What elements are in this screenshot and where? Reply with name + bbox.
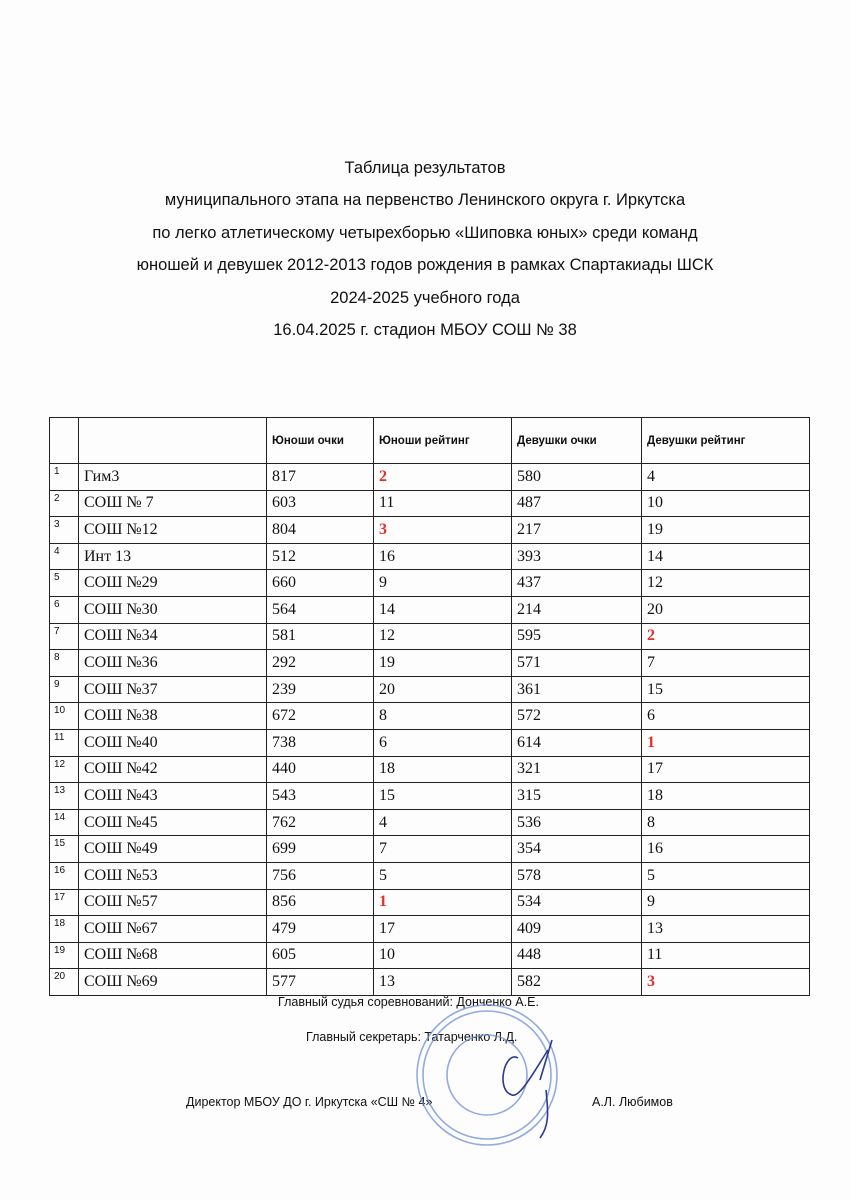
title-line-5: 2024-2025 учебного года — [330, 288, 520, 307]
girls-points: 361 — [512, 676, 642, 703]
boys-rating: 13 — [374, 969, 512, 996]
results-body — [50, 464, 810, 996]
row-number: 6 — [50, 596, 79, 623]
team-name: СОШ №69 — [79, 969, 267, 996]
boys-points: 672 — [267, 703, 374, 730]
row-number: 13 — [50, 783, 79, 810]
girls-points: 217 — [512, 517, 642, 544]
row-number: 18 — [50, 916, 79, 943]
team-name: СОШ №42 — [79, 756, 267, 783]
table-row — [50, 464, 810, 491]
girls-points: 571 — [512, 650, 642, 677]
table-row — [50, 969, 810, 996]
boys-points: 738 — [267, 729, 374, 756]
boys-rating: 6 — [374, 729, 512, 756]
header-girls-rating: Девушки рейтинг — [642, 418, 810, 464]
team-name: СОШ №38 — [79, 703, 267, 730]
table-row — [50, 703, 810, 730]
table-row — [50, 783, 810, 810]
table-row — [50, 862, 810, 889]
header-team — [79, 418, 267, 464]
girls-points: 354 — [512, 836, 642, 863]
header-number — [50, 418, 79, 464]
team-name: СОШ №30 — [79, 596, 267, 623]
girls-points: 536 — [512, 809, 642, 836]
table-row — [50, 570, 810, 597]
girls-rating: 14 — [642, 543, 810, 570]
team-name: СОШ №49 — [79, 836, 267, 863]
row-number: 15 — [50, 836, 79, 863]
girls-rating: 9 — [642, 889, 810, 916]
title-line-3: по легко атлетическому четырехборью «Шиповка юных» среди команд — [152, 223, 698, 242]
table-row — [50, 889, 810, 916]
team-name: СОШ №29 — [79, 570, 267, 597]
girls-rating: 15 — [642, 676, 810, 703]
table-row — [50, 809, 810, 836]
team-name: СОШ №67 — [79, 916, 267, 943]
boys-points: 817 — [267, 464, 374, 491]
director-signature — [503, 1040, 552, 1138]
team-name: СОШ №43 — [79, 783, 267, 810]
team-name: СОШ № 7 — [79, 490, 267, 517]
title-line-2: муниципального этапа на первенство Ленинского округа г. Иркутска — [164, 191, 686, 210]
team-name: СОШ №53 — [79, 862, 267, 889]
header-boys-points: Юноши очки — [267, 418, 374, 464]
boys-rating: 2 — [374, 464, 512, 491]
title-line-1: Таблица результатов — [344, 159, 506, 177]
chief-secretary: Главный секретарь: Татарченко Л.Д. — [306, 1030, 518, 1044]
table-header-row — [50, 418, 810, 464]
boys-rating: 10 — [374, 942, 512, 969]
document-title — [0, 152, 850, 346]
girls-rating: 4 — [642, 464, 810, 491]
team-name: СОШ №37 — [79, 676, 267, 703]
girls-points: 448 — [512, 942, 642, 969]
girls-points: 572 — [512, 703, 642, 730]
girls-rating: 1 — [642, 729, 810, 756]
director-name: А.Л. Любимов — [592, 1095, 673, 1109]
table-row — [50, 916, 810, 943]
team-name: Инт 13 — [79, 543, 267, 570]
title-line-4: юношей и девушек 2012-2013 годов рождения в рамках Спартакиады ШСК — [136, 256, 714, 275]
row-number: 11 — [50, 729, 79, 756]
table-row — [50, 942, 810, 969]
boys-rating: 16 — [374, 543, 512, 570]
boys-rating: 1 — [374, 889, 512, 916]
team-name: СОШ №68 — [79, 942, 267, 969]
boys-points: 292 — [267, 650, 374, 677]
table-row — [50, 756, 810, 783]
girls-points: 578 — [512, 862, 642, 889]
row-number: 4 — [50, 543, 79, 570]
girls-points: 580 — [512, 464, 642, 491]
table-row — [50, 650, 810, 677]
team-name: СОШ №36 — [79, 650, 267, 677]
boys-rating: 7 — [374, 836, 512, 863]
chief-judge: Главный судья соревнований: Донченко А.Е. — [278, 995, 539, 1009]
header-boys-rating: Юноши рейтинг — [374, 418, 512, 464]
girls-rating: 5 — [642, 862, 810, 889]
team-name: СОШ №57 — [79, 889, 267, 916]
row-number: 12 — [50, 756, 79, 783]
boys-rating: 19 — [374, 650, 512, 677]
girls-rating: 13 — [642, 916, 810, 943]
boys-rating: 18 — [374, 756, 512, 783]
row-number: 8 — [50, 650, 79, 677]
girls-rating: 3 — [642, 969, 810, 996]
row-number: 16 — [50, 862, 79, 889]
row-number: 10 — [50, 703, 79, 730]
boys-rating: 4 — [374, 809, 512, 836]
girls-rating: 17 — [642, 756, 810, 783]
row-number: 14 — [50, 809, 79, 836]
boys-points: 856 — [267, 889, 374, 916]
header-girls-points: Девушки очки — [512, 418, 642, 464]
boys-rating: 9 — [374, 570, 512, 597]
row-number: 2 — [50, 490, 79, 517]
girls-points: 487 — [512, 490, 642, 517]
boys-points: 512 — [267, 543, 374, 570]
boys-points: 564 — [267, 596, 374, 623]
title-line-6: 16.04.2025 г. стадион МБОУ СОШ № 38 — [273, 321, 577, 340]
row-number: 19 — [50, 942, 79, 969]
girls-rating: 10 — [642, 490, 810, 517]
boys-points: 239 — [267, 676, 374, 703]
boys-rating: 14 — [374, 596, 512, 623]
girls-points: 595 — [512, 623, 642, 650]
row-number: 20 — [50, 969, 79, 996]
girls-rating: 18 — [642, 783, 810, 810]
boys-points: 756 — [267, 862, 374, 889]
girls-points: 393 — [512, 543, 642, 570]
official-stamp — [400, 1000, 575, 1150]
girls-rating: 6 — [642, 703, 810, 730]
girls-points: 409 — [512, 916, 642, 943]
girls-points: 614 — [512, 729, 642, 756]
boys-rating: 5 — [374, 862, 512, 889]
row-number: 9 — [50, 676, 79, 703]
boys-points: 762 — [267, 809, 374, 836]
girls-points: 437 — [512, 570, 642, 597]
table-row — [50, 836, 810, 863]
boys-points: 440 — [267, 756, 374, 783]
girls-rating: 19 — [642, 517, 810, 544]
boys-points: 804 — [267, 517, 374, 544]
row-number: 1 — [50, 464, 79, 491]
team-name: Гим3 — [79, 464, 267, 491]
boys-points: 660 — [267, 570, 374, 597]
table-row — [50, 517, 810, 544]
table-row — [50, 729, 810, 756]
director-title: Директор МБОУ ДО г. Иркутска «СШ № 4» — [186, 1095, 433, 1109]
row-number: 3 — [50, 517, 79, 544]
team-name: СОШ №45 — [79, 809, 267, 836]
girls-points: 315 — [512, 783, 642, 810]
girls-points: 582 — [512, 969, 642, 996]
boys-points: 581 — [267, 623, 374, 650]
team-name: СОШ №12 — [79, 517, 267, 544]
girls-rating: 8 — [642, 809, 810, 836]
row-number: 5 — [50, 570, 79, 597]
girls-rating: 2 — [642, 623, 810, 650]
boys-rating: 20 — [374, 676, 512, 703]
girls-rating: 16 — [642, 836, 810, 863]
boys-points: 699 — [267, 836, 374, 863]
boys-points: 577 — [267, 969, 374, 996]
boys-points: 603 — [267, 490, 374, 517]
girls-rating: 7 — [642, 650, 810, 677]
table-row — [50, 676, 810, 703]
boys-rating: 3 — [374, 517, 512, 544]
table-row — [50, 623, 810, 650]
girls-points: 534 — [512, 889, 642, 916]
boys-points: 605 — [267, 942, 374, 969]
boys-rating: 11 — [374, 490, 512, 517]
boys-rating: 12 — [374, 623, 512, 650]
boys-rating: 15 — [374, 783, 512, 810]
girls-rating: 12 — [642, 570, 810, 597]
boys-rating: 17 — [374, 916, 512, 943]
table-row — [50, 543, 810, 570]
girls-rating: 20 — [642, 596, 810, 623]
team-name: СОШ №40 — [79, 729, 267, 756]
team-name: СОШ №34 — [79, 623, 267, 650]
row-number: 7 — [50, 623, 79, 650]
boys-points: 543 — [267, 783, 374, 810]
girls-points: 321 — [512, 756, 642, 783]
boys-points: 479 — [267, 916, 374, 943]
table-row — [50, 596, 810, 623]
table-row — [50, 490, 810, 517]
girls-rating: 11 — [642, 942, 810, 969]
girls-points: 214 — [512, 596, 642, 623]
results-table — [49, 417, 810, 996]
boys-rating: 8 — [374, 703, 512, 730]
row-number: 17 — [50, 889, 79, 916]
